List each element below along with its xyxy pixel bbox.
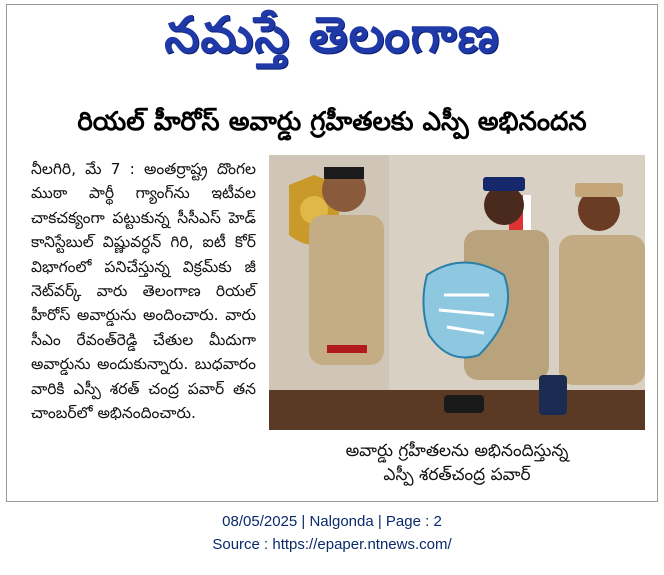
- caption-line-2: ఎస్పీ శరత్‌చంద్ర పవార్: [383, 465, 531, 485]
- article-body-text: నీలగిరి, మే 7 : అంతర్రాష్ట్ర దొంగల ముఠా పార్థీ గ్యాంగ్‌ను ఇటీవల చాకచక్యంగా పట్టుకున్న సీసీఎస్ హెడ్ కానిస్టేబుల్ విష్ణువర్ధన్ గిరి, ఐటీ కోర్ విభాగంలో పనిచేస్తున్న విక్రమ్‌కు జీ నెట్‌వర్క్ వారు తెలంగాణ రియల్ హీరోస్ అవార్డును అందించారు. వారు సీఎం రేవంత్‌రెడ్డి చేతుల మీదుగా అవార్డును అందుకున్నారు. బుధవారం వారికి ఎస్పీ శరత్ చంద్ర పవార్ తన చాంబర్‌లో అభినందించారు.: [31, 160, 256, 423]
- news-clipping: [6, 4, 658, 502]
- article-headline: రియల్ హీరోస్ అవార్డు గ్రహీతలకు ఎస్పీ అభినందన: [77, 107, 587, 137]
- clipping-footer: [0, 508, 664, 558]
- footer-date-edition: 08/05/2025 | Nalgonda | Page : 2: [222, 513, 442, 530]
- article-photo: [269, 155, 645, 430]
- photo-caption: [269, 433, 645, 493]
- footer-source: Source : https://epaper.ntnews.com/: [212, 536, 452, 553]
- newspaper-masthead: నమస్తే తెలంగాణ: [164, 5, 500, 64]
- caption-line-1: అవార్డు గ్రహీతలను అభినందిస్తున్న: [345, 441, 569, 461]
